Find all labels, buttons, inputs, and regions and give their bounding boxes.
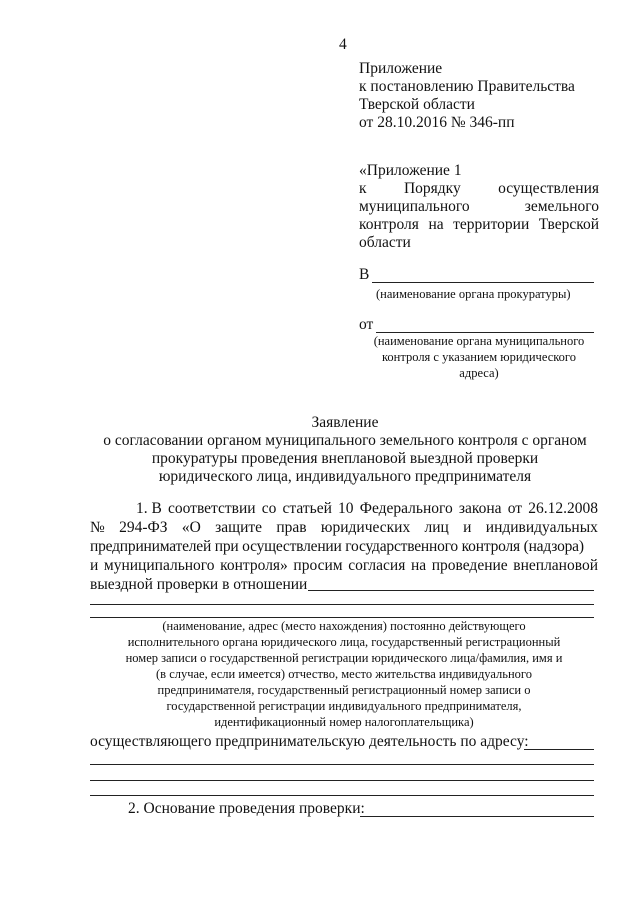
para1-line4: [90, 557, 598, 575]
para1-word: контроля»: [220, 557, 288, 574]
entity-caption-l6: государственной регистрации индивидуального предпринимателя,: [166, 699, 522, 713]
entity-caption-l2: исполнительного органа юридического лица, государственный регистрационный: [127, 635, 561, 649]
appendix-region: Тверской области: [359, 96, 475, 113]
para1-word: просим: [293, 557, 343, 574]
para1-word: 26.12.2008: [528, 500, 598, 517]
entity-blank-line-1: [308, 590, 594, 591]
appendix1-line4: [359, 216, 599, 234]
address-blank-line-4: [90, 795, 594, 796]
to-caption: (наименование органа прокуратуры): [376, 287, 571, 301]
para1-word: юридических: [320, 519, 411, 536]
para1-word: внеплановой: [513, 557, 598, 574]
para1-word: прав: [276, 519, 307, 536]
appendix1-word: территории: [453, 216, 530, 233]
basis-blank-line: [360, 816, 594, 817]
para1-word: на: [410, 557, 427, 574]
from-caption-l2: контроля с указанием юридического: [381, 350, 577, 364]
document-subtitle-l1: о согласовании органом муниципального земельного контроля с органом: [103, 432, 587, 449]
address-blank-line-2: [90, 764, 594, 765]
to-prefix: В: [359, 266, 370, 283]
from-caption-l1: (наименование органа муниципального: [373, 334, 585, 348]
para1-line3: предпринимателей при осуществлении государственного контроля (надзора): [90, 538, 584, 555]
para1-word: 294-ФЗ: [119, 519, 168, 536]
appendix1-word: Тверской: [538, 216, 599, 233]
appendix1-line5: области: [359, 234, 411, 251]
para1-word: и: [463, 519, 472, 536]
para1-word: Федерального: [359, 500, 453, 517]
para2-label: 2. Основание проведения проверки:: [128, 800, 365, 817]
appendix1-line3: [359, 198, 599, 216]
appendix-date-number: от 28.10.2016 № 346-пп: [359, 114, 515, 131]
activity-address-label: осуществляющего предпринимательскую деятельность по адресу:: [90, 733, 529, 750]
entity-caption-l4: (в случае, если имеется) отчество, место жительства индивидуального: [156, 667, 532, 681]
entity-caption-l7: идентификационный номер налогоплательщика): [214, 715, 474, 729]
para1-line1: [136, 500, 598, 518]
para1-word: проведение: [431, 557, 508, 574]
appendix1-word: на: [428, 216, 444, 233]
para1-word: соответствии: [168, 500, 256, 517]
para1-word: «О: [181, 519, 201, 536]
entity-caption-l1: (наименование, адрес (место нахождения) постоянно действующего: [162, 619, 526, 633]
para1-word: статьей: [282, 500, 332, 517]
para1-word: защите: [215, 519, 263, 536]
para1-word: лиц: [424, 519, 449, 536]
para1-word: 1. В: [136, 500, 162, 517]
para1-word: №: [90, 519, 105, 536]
entity-caption-l5: предпринимателя, государственный регистрационный номер записи о: [157, 683, 531, 697]
para1-word: муниципального: [103, 557, 215, 574]
para1-word: от: [507, 500, 523, 517]
from-caption-l3: адреса): [459, 366, 499, 380]
para1-word: со: [261, 500, 277, 517]
entity-blank-line-2: [90, 604, 594, 605]
appendix1-line2: [359, 180, 599, 198]
from-prefix: от: [359, 316, 374, 333]
address-blank-line-3: [90, 780, 594, 781]
appendix1-word: муниципального: [359, 198, 470, 215]
from-blank-line: [376, 332, 594, 333]
para1-word: и: [90, 557, 99, 574]
appendix1-word: Порядку: [403, 180, 461, 197]
appendix1-title: «Приложение 1: [359, 162, 462, 179]
document-subtitle-l3: юридического лица, индивидуального предпринимателя: [158, 468, 532, 485]
to-blank-line: [372, 282, 594, 283]
document-title: Заявление: [311, 414, 379, 431]
address-blank-line-1: [524, 749, 594, 750]
para1-word: согласия: [348, 557, 406, 574]
appendix1-word: контроля: [359, 216, 419, 233]
appendix-resolution: к постановлению Правительства: [359, 78, 575, 95]
para1-word: 10: [338, 500, 354, 517]
para1-word: закона: [458, 500, 502, 517]
appendix1-word: к: [359, 180, 367, 197]
appendix1-word: осуществления: [498, 180, 599, 197]
para1-word: индивидуальных: [485, 519, 598, 536]
para1-line5: выездной проверки в отношении: [90, 576, 308, 593]
para1-line2: [90, 519, 598, 537]
appendix1-word: земельного: [524, 198, 599, 215]
entity-caption-l3: номер записи о государственной регистрации юридического лица/фамилия, имя и: [125, 651, 563, 665]
page-number: 4: [339, 36, 347, 53]
appendix-label: Приложение: [359, 60, 443, 77]
document-subtitle-l2: прокуратуры проведения внеплановой выездной проверки: [151, 450, 539, 467]
entity-blank-line-3: [90, 617, 594, 618]
